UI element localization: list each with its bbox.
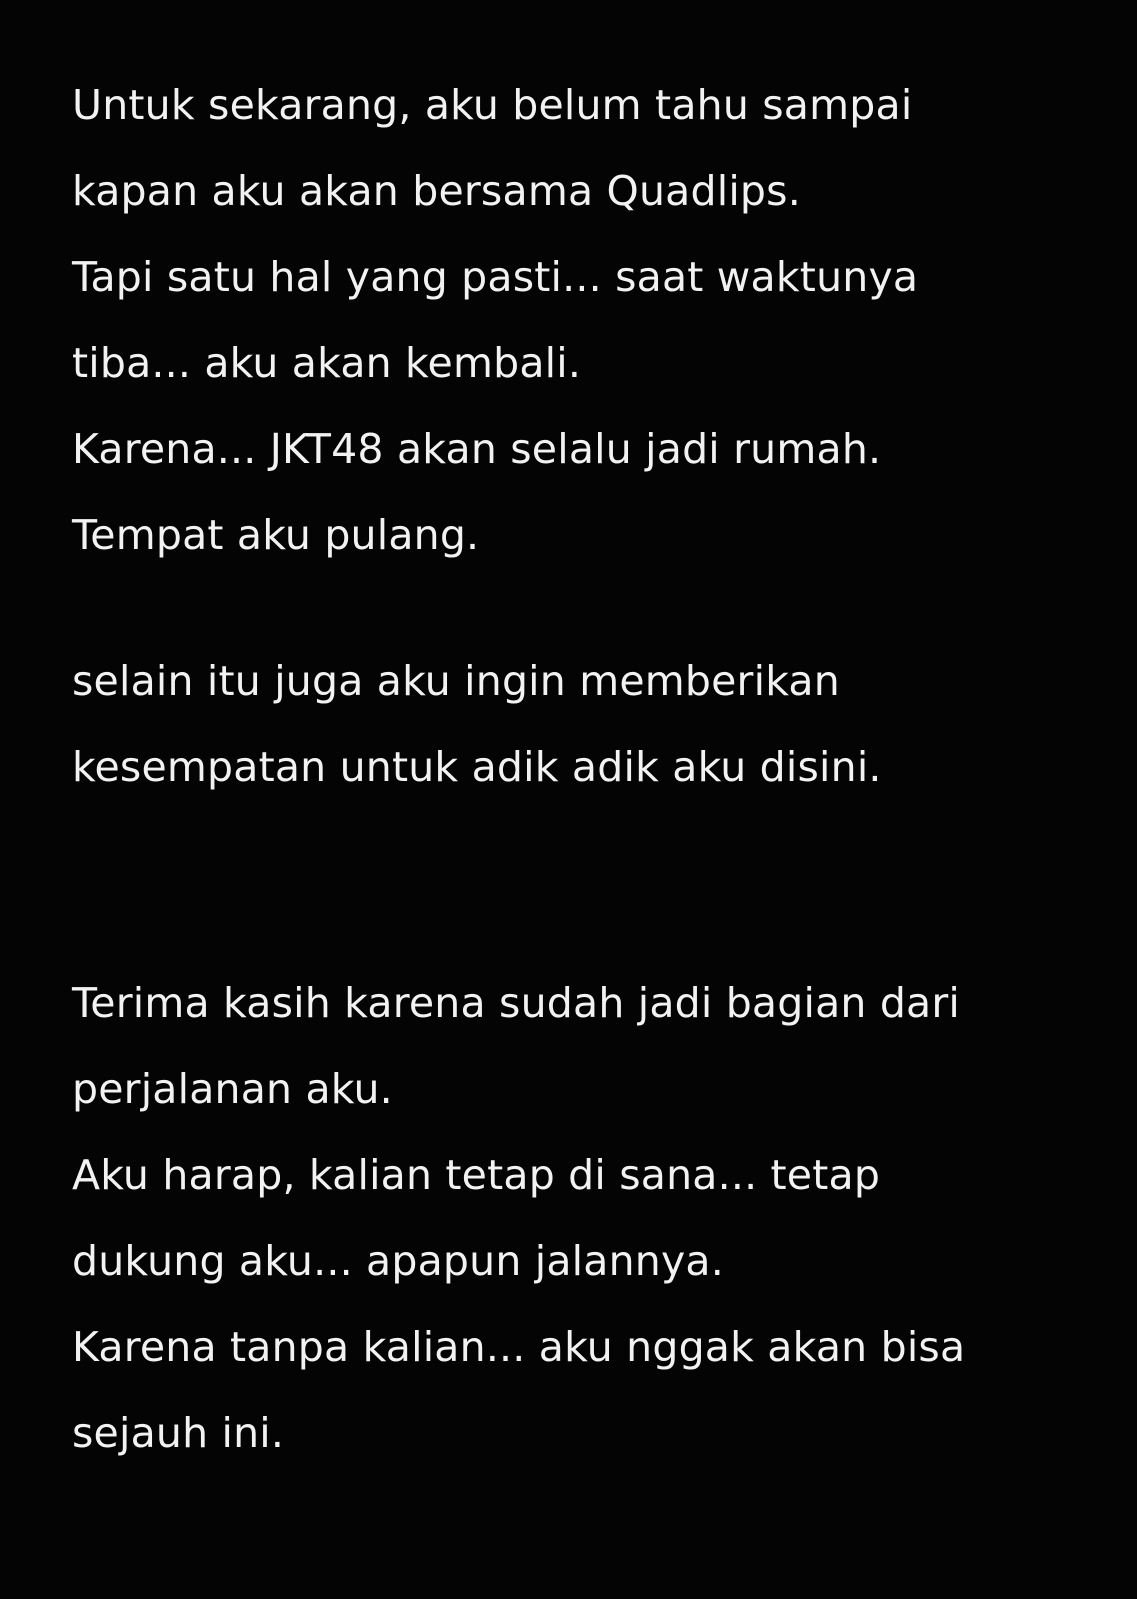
- text-line: Tempat aku pulang.: [72, 511, 480, 559]
- text-line: sejauh ini.: [72, 1409, 285, 1457]
- text-line: dukung aku... apapun jalannya.: [72, 1237, 724, 1285]
- text-line: perjalanan aku.: [72, 1065, 393, 1113]
- text-line: Aku harap, kalian tetap di sana... tetap: [72, 1151, 881, 1199]
- text-line: Terima kasih karena sudah jadi bagian dari: [72, 979, 961, 1027]
- text-line: kesempatan untuk adik adik aku disini.: [72, 743, 882, 791]
- paragraph-spacer: [72, 810, 1067, 960]
- paragraph-block-1: [72, 62, 1067, 578]
- text-line: kapan aku akan bersama Quadlips.: [72, 167, 801, 215]
- text-line: Untuk sekarang, aku belum tahu sampai: [72, 81, 913, 129]
- paragraph-block-2: [72, 638, 1067, 810]
- paragraph-spacer: [72, 578, 1067, 638]
- text-line: tiba... aku akan kembali.: [72, 339, 582, 387]
- text-line: selain itu juga aku ingin memberikan: [72, 657, 840, 705]
- text-line: Karena tanpa kalian... aku nggak akan bisa: [72, 1323, 966, 1371]
- text-line: Karena... JKT48 akan selalu jadi rumah.: [72, 425, 882, 473]
- text-line: Tapi satu hal yang pasti... saat waktunya: [72, 253, 919, 301]
- paragraph-block-3: [72, 960, 1067, 1476]
